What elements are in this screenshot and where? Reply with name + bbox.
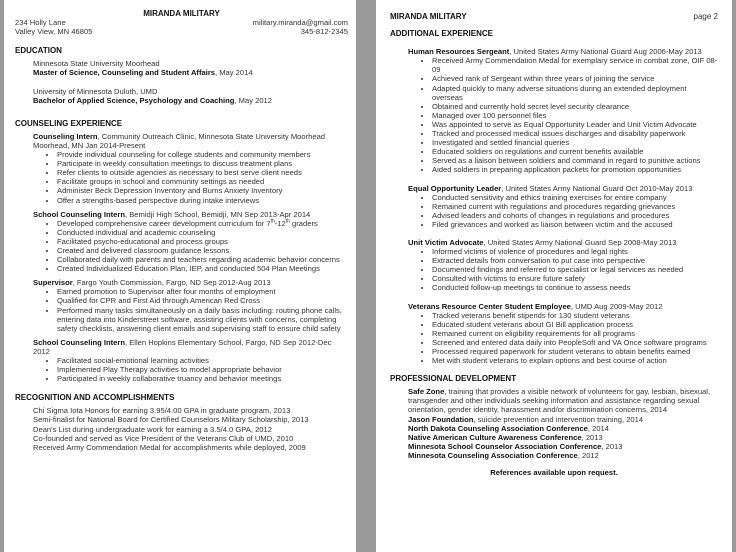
- list-item: • Managed over 100 personnel files: [432, 111, 718, 120]
- bullet-list: [432, 56, 718, 174]
- job-org: , United States Army National Guard Aug 2006-May 2013: [509, 47, 702, 57]
- header-name: MIRANDA MILITARY: [390, 12, 467, 21]
- job-org: , Community Outreach Clinic, Minnesota State University Moorhead: [97, 131, 326, 141]
- job-date: Moorhead, MN Jan 2014-Present: [33, 140, 146, 150]
- list-item: • Remained current with regulations and procedures regarding grievances: [432, 202, 718, 211]
- job-entry: [33, 278, 348, 333]
- list-item: Jason Foundation, suicide prevention and intervention training, 2014: [408, 414, 644, 424]
- recognition-heading: RECOGNITION AND ACCOMPLISHMENTS: [15, 393, 175, 403]
- list-item: Native American Culture Awareness Conference, 2013: [408, 432, 603, 442]
- job-title-line: [408, 47, 718, 56]
- references-note: References available upon request.: [490, 468, 618, 478]
- list-item: • Earned promotion to Supervisor after four months of employment: [57, 287, 348, 296]
- list-item: • Extracted details from conversation to put case into perspective: [432, 256, 718, 265]
- item-text: , training that provides a visible network of volunteers for gay, lesbian, bisexual, transgender and other individuals seeking information and assistance regarding sexual orientation, gender identity, harassment and/or discrimination concerns, 2014: [408, 387, 711, 415]
- job-entry: [408, 238, 718, 293]
- additional-heading: ADDITIONAL EXPERIENCE: [390, 29, 493, 39]
- job-org: , Ellen Hopkins Elementary School, Fargo, ND Sep 2012-Dec 2012: [33, 337, 332, 356]
- list-item: • Adapted quickly to many adverse situations during an extended deployment overseas: [432, 84, 718, 102]
- list-item: • Offer a strengths-based perspective during intake interviews: [57, 196, 348, 205]
- list-item: • Served as a liaison between soldiers and command in regard to punitive actions: [432, 156, 718, 165]
- list-item: • Participated in weekly collaborative truancy and behavior meetings: [57, 374, 348, 383]
- item-title: Safe Zone: [408, 387, 445, 397]
- job-entry: [33, 132, 348, 205]
- job-title: Counseling Intern: [33, 131, 98, 141]
- list-item: • Qualified for CPR and First Aid through American Red Cross: [57, 296, 348, 305]
- professional-heading: PROFESSIONAL DEVELOPMENT: [390, 374, 517, 384]
- list-item: • Remained current on eligibility requirements for all programs: [432, 329, 718, 338]
- job-entry: [33, 210, 348, 274]
- page-2-header: [390, 12, 718, 21]
- list-item: • Developed comprehensive career development curriculum for 7th-12th graders: [57, 219, 348, 228]
- list-item: • Achieved rank of Sergeant within three years of joining the service: [432, 74, 718, 83]
- list-item: • Processed required paperwork for student veterans to obtain benefits earned: [432, 347, 718, 356]
- list-item: North Dakota Counseling Association Conference, 2014: [408, 423, 610, 433]
- list-item: • Screened and entered data daily into PeopleSoft and VA Once software programs: [432, 338, 718, 347]
- list-item: • Conducted follow-up meetings to continue to assess needs: [432, 283, 718, 292]
- bullet-list: [57, 150, 348, 205]
- professional-list: [408, 387, 718, 460]
- list-item: Received Army Commendation Medal for accomplishments while deployed, 2009: [33, 442, 306, 452]
- list-item: Dean's List during undergraduate work for earning a 3.5/4.0 GPA, 2012: [33, 424, 272, 434]
- bullet-list: [432, 193, 718, 229]
- list-item: Semi-finalist for National Board for Certified Counselors Military Scholarship, 2013: [33, 415, 309, 425]
- list-item: • Documented findings and referred to specialist or legal services as needed: [432, 265, 718, 274]
- job-title: Human Resources Sergeant: [408, 47, 510, 57]
- degree-date: , May 2014: [215, 68, 253, 78]
- list-item: • Created Individualized Education Plan, IEP, and conducted 504 Plan Meetings: [57, 264, 348, 273]
- list-item: • Met with student veterans to explain options and best course of action: [432, 356, 718, 365]
- list-item: • Advised leaders and cohorts of changes in regulations and procedures: [432, 211, 718, 220]
- list-item: • Administer Beck Depression Inventory and Burns Anxiety Inventory: [57, 186, 348, 195]
- job-entry: [408, 184, 718, 229]
- job-entry: [33, 338, 348, 383]
- job-title: Veterans Resource Center Student Employee: [408, 301, 571, 311]
- list-item: • Facilitate groups in school and community settings as needed: [57, 177, 348, 186]
- bullet-list: [57, 287, 348, 332]
- list-item: • Educated soldiers on regulations and current benefits available: [432, 147, 718, 156]
- job-title: Supervisor: [33, 278, 73, 288]
- list-item: • Provide individual counseling for college students and community members: [57, 150, 348, 159]
- item-title: Minnesota Counseling Association Conference: [408, 450, 578, 460]
- contact-row-2: [15, 27, 348, 36]
- list-item: • Aided soldiers in preparing application packets for promotion opportunities: [432, 165, 718, 174]
- job-entry: [408, 302, 718, 366]
- item-title: Native American Culture Awareness Conference: [408, 432, 582, 442]
- job-org: , United States Army National Guard Sep 2008-May 2013: [483, 237, 677, 247]
- list-item: • Consulted with victims to ensure future safety: [432, 274, 718, 283]
- list-item: • Participate in weekly consultation meetings to discuss treatment plans: [57, 159, 348, 168]
- list-item: Minnesota School Counselor Association Conference, 2013: [408, 441, 623, 451]
- list-item: • Investigated and settled financial queries: [432, 138, 718, 147]
- list-item: • Informed victims of violence of procedures and legal rights: [432, 247, 718, 256]
- header-name: MIRANDA MILITARY: [143, 9, 220, 18]
- degree-line: [33, 96, 348, 105]
- list-item: Chi Sigma Iota Honors for earning 3.95/4.00 GPA in graduate program, 2013: [33, 406, 291, 416]
- resume-page-1: [4, 0, 356, 552]
- degree-date: , May 2012: [234, 95, 272, 105]
- school-name: University of Minnesota Duluth, UMD: [33, 86, 158, 96]
- job-title-line: [408, 184, 718, 193]
- education-entry: [33, 59, 348, 77]
- job-title-line: [33, 132, 348, 141]
- list-item: • Performed many tasks simultaneously on a daily basis including: routing phone calls, entering data into Kinderstreet software, assisting clients with concerns, completing safety checklists, answering client emails and supervising staff to ensure child safety: [57, 306, 348, 333]
- bullet-list: [57, 219, 348, 274]
- job-title: School Counseling Intern: [33, 209, 125, 219]
- list-item: [408, 387, 718, 414]
- list-item: • Refer clients to outside agencies as necessary to best serve client needs: [57, 168, 348, 177]
- phone: 345-812-2345: [300, 27, 348, 37]
- counseling-heading: COUNSELING EXPERIENCE: [15, 118, 123, 128]
- job-org: , Bemidji High School, Bemidji, MN Sep 2013-Apr 2014: [124, 209, 311, 219]
- job-title-line: [33, 210, 348, 219]
- job-title-line: [33, 338, 348, 356]
- bullet-list: [432, 247, 718, 292]
- list-item: • Filed grievances and worked as liaison between victim and the accused: [432, 220, 718, 229]
- item-title: North Dakota Counseling Association Conference: [408, 423, 588, 433]
- education-heading: EDUCATION: [15, 46, 62, 56]
- contact-row-1: [15, 18, 348, 27]
- list-item: • Created and delivered classroom guidance lessons: [57, 246, 348, 255]
- list-item: • Facilitated psycho-educational and process groups: [57, 237, 348, 246]
- list-item: • Collaborated daily with parents and teachers regarding academic behavior concerns: [57, 255, 348, 264]
- item-title: Jason Foundation: [408, 414, 474, 424]
- list-item: • Conducted individual and academic counseling: [57, 228, 348, 237]
- list-item: • Tracked veterans benefit stipends for 130 student veterans: [432, 311, 718, 320]
- job-org: , UMD Aug 2009-May 2012: [570, 301, 663, 311]
- list-item: • Received Army Commendation Medal for exemplary service in combat zone, OIF 08-09: [432, 56, 718, 74]
- list-item: • Obtained and currently hold secret level security clearance: [432, 102, 718, 111]
- degree-line: [33, 68, 348, 77]
- job-org: , Fargo Youth Commission, Fargo, ND Sep 2012-Aug 2013: [72, 278, 271, 288]
- list-item: • Facilitated social-emotional learning activities: [57, 356, 348, 365]
- job-org: , United States Army National Guard Oct 2010-May 2013: [501, 183, 693, 193]
- address-line-2: Valley View, MN 46805: [15, 27, 93, 37]
- job-entry: [408, 47, 718, 174]
- resume-page-2: [376, 0, 732, 552]
- education-entry: [33, 87, 348, 105]
- school-name: Minnesota State University Moorhead: [33, 59, 160, 69]
- list-item: Co-founded and served as Vice President of the Veterans Club of UMD, 2010: [33, 433, 294, 443]
- degree: Master of Science, Counseling and Student Affairs: [33, 68, 215, 78]
- job-title: Equal Opportunity Leader: [408, 183, 502, 193]
- list-item: • Educated student veterans about GI Bill application process: [432, 320, 718, 329]
- bullet-list: [57, 356, 348, 383]
- list-item: • Conducted sensitivity and ethics training exercises for entire company: [432, 193, 718, 202]
- list-item: • Implemented Play Therapy activities to model appropriate behavior: [57, 365, 348, 374]
- item-title: Minnesota School Counselor Association Conference: [408, 441, 602, 451]
- address-line-1: 234 Holly Lane: [15, 18, 66, 28]
- job-title-line: [33, 278, 348, 287]
- recognition-list: [33, 406, 348, 451]
- job-title: School Counseling Intern: [33, 337, 125, 347]
- bullet-list: [432, 311, 718, 366]
- job-title-line: [408, 238, 718, 247]
- degree: Bachelor of Applied Science, Psychology and Coaching: [33, 95, 235, 105]
- job-title-line: [408, 302, 718, 311]
- list-item: • Was appointed to serve as Equal Opportunity Leader and Unit Victim Advocate: [432, 120, 718, 129]
- email: military.miranda@gmail.com: [252, 18, 348, 28]
- page-number: page 2: [693, 12, 718, 21]
- list-item: • Tracked and processed medical issues discharges and disability paperwork: [432, 129, 718, 138]
- job-title: Unit Victim Advocate: [408, 237, 484, 247]
- list-item: Minnesota Counseling Association Conference, 2012: [408, 450, 599, 460]
